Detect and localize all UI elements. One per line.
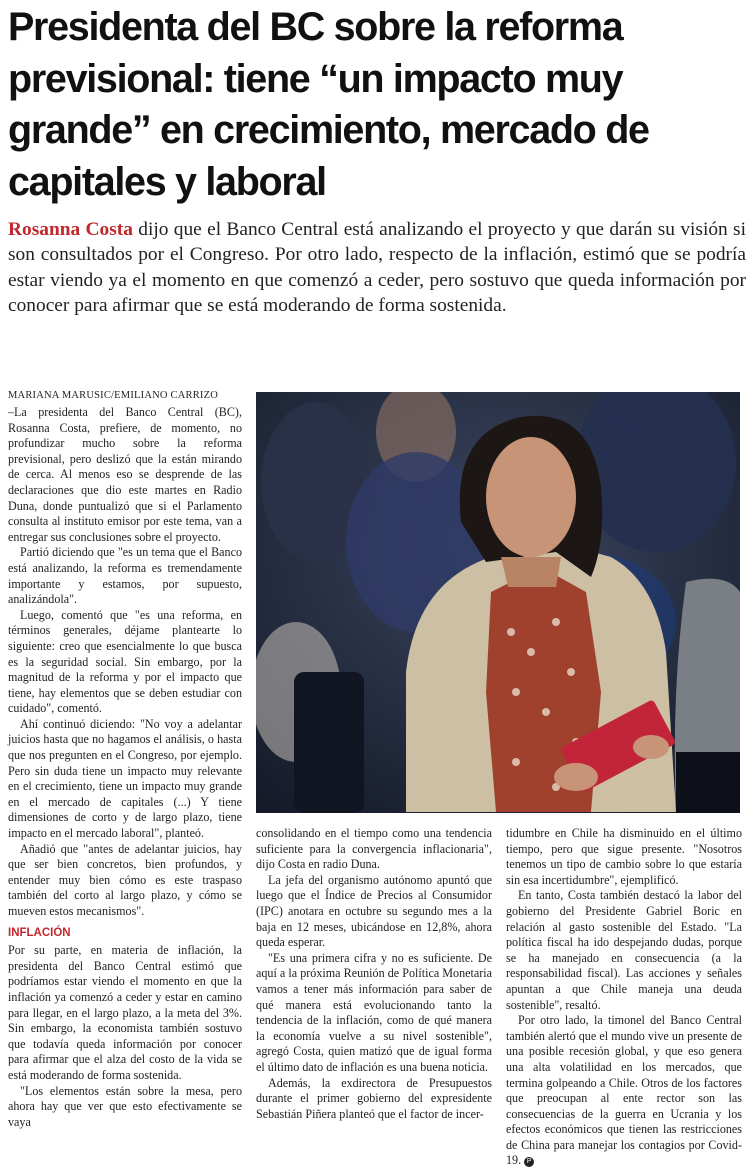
- end-mark-icon: P: [524, 1157, 534, 1167]
- paragraph: Ahí continuó diciendo: "No voy a adelantar juicios hasta que no hagamos el análisis, o hasta que nos pregunten en el Congreso, por ejemplo. Pero sin duda tiene un impacto muy relevante en el crecimiento, tiene un impacto muy grande en el mercado de capitales (...) Y tiene dimensiones de corto y de largo plazo, tiene impacto en el mercado laboral", planteó.: [8, 716, 242, 841]
- paragraph: Luego, comentó que "es una reforma, en términos generales, déjame plantearte lo siguiente: creo que esencialmente lo que busca es la seguridad social. Sin embargo, por la magnitud de la reforma y por el impacto que tiene, hay elementos que se deben estudiar con cuidado", comentó.: [8, 607, 242, 716]
- column-1: [8, 405, 242, 1130]
- paragraph: consolidando en el tiempo como una tendencia suficiente para la convergencia inflacionaria", dijo Costa en radio Duna.: [256, 826, 492, 872]
- lede-name: Rosanna Costa: [8, 219, 133, 240]
- paragraph: "Los elementos están sobre la mesa, pero ahora hay que ver que esto efectivamente se vaya: [8, 1083, 242, 1129]
- lede: [8, 217, 746, 318]
- paragraph-text: Por otro lado, la timonel del Banco Central también alertó que el mundo vive un presente de una posible recesión global, y que eso genera una alta volatilidad en los mercados, que termina golpeando a Chile. Otros de los factores que preocupan al ente rector son las consecuencias de la guerra en Ucrania y los efectos económicos que tienen las restricciones de China para manejar los contagios por Covid-19.: [506, 1013, 742, 1168]
- paragraph: tidumbre en Chile ha disminuido en el último tiempo, pero que sigue presente. "Nosotros tenemos un tipo de cambio sobre lo que estaría sin esa incertidumbre", ejemplificó.: [506, 826, 742, 887]
- paragraph: En tanto, Costa también destacó la labor del gobierno del Presidente Gabriel Boric en relación al gasto sostenible del Estado. "La política fiscal ha ido despejando dudas, porque se ha manejado en consecuencia (a la responsabilidad fiscal). Las acciones y señales apuntan a que Chile maneja una deuda sostenible", resaltó.: [506, 888, 742, 1012]
- paragraph: [506, 1013, 742, 1169]
- paragraph: –La presidenta del Banco Central (BC), Rosanna Costa, prefiere, de momento, no profundizar mucho sobre la reforma previsional, pero deslizó que la están mirando de cerca. Al menos eso se desprende de las declaraciones que dio este martes en Radio Duna, donde puntualizó que si el Parlamento consulta al instituto emisor por este tema, van a entregar sus conclusiones sobre el proyecto.: [8, 405, 242, 544]
- section-subhead: INFLACIÓN: [8, 926, 71, 939]
- paragraph: Por su parte, en materia de inflación, la presidenta del Banco Central estimó que podríamos estar viendo el momento en que la inflación ya comenzó a ceder y estar en camino para llegar, en el largo plazo, a la meta del 3%. Sin embargo, la economista también sostuvo que todavía queda información por conocer para afirmar que el alza del costo de la vida se está moderando de forma sostenida.: [8, 943, 242, 1082]
- paragraph: Partió diciendo que "es un tema que el Banco está analizando, la reforma es tremendamente importante y estamos, por supuesto, analizándola".: [8, 545, 242, 607]
- article-photo: [256, 392, 740, 813]
- lede-text: dijo que el Banco Central está analizando el proyecto y que darán su visión si son consultados por el Congreso. Por otro lado, respecto de la inflación, estimó que se podría estar viendo ya el momento en que comenzó a ceder, pero sostuvo que queda información por conocer para afirmar que se está moderando de forma sostenida.: [8, 219, 746, 316]
- paragraph: "Es una primera cifra y no es suficiente. De aquí a la próxima Reunión de Política Monetaria vamos a tener más información para saber de qué manera está evolucionando tanto la tendencia de la inflación, como de qué manera la economía vuelve a su nivel sostenible", agregó Costa, quien matizó que de igual forma el último dato de inflación es una buena noticia.: [256, 950, 492, 1074]
- photo-illustration: [256, 392, 740, 813]
- byline: MARIANA MARUSIC/EMILIANO CARRIZO: [8, 390, 218, 401]
- paragraph: Además, la exdirectora de Presupuestos durante el primer gobierno del expresidente Sebastián Piñera planteó que el factor de incer-: [256, 1075, 492, 1121]
- paragraph: Añadió que "antes de adelantar juicios, hay que ser bien concretos, bien profundos, y entender muy bien cómo es este traspaso también del corto al largo plazo, y cómo se mueven estos mecanismos".: [8, 841, 242, 918]
- column-3: [506, 826, 742, 1169]
- headline: Presidenta del BC sobre la reforma previsional: tiene “un impacto muy grande” en crecimiento, mercado de capitales y laboral: [8, 5, 649, 204]
- paragraph: La jefa del organismo autónomo apuntó que luego que el Índice de Precios al Consumidor (IPC) anotara en octubre su segundo mes a la baja en 12 meses, ubicándose en 12,8%, ahora queda esperar.: [256, 872, 492, 950]
- column-2: [256, 826, 492, 1122]
